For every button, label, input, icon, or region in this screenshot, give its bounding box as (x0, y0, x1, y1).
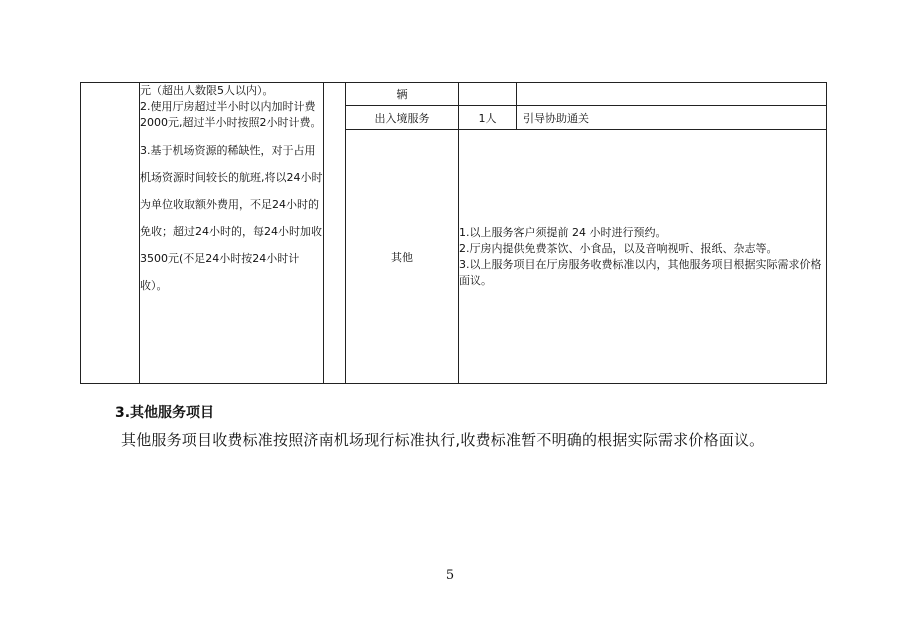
other-service-cell: 其他 (346, 130, 459, 384)
other-note-2: 2.厅房内提供免费茶饮、小食品，以及音响视听、报纸、杂志等。 (459, 241, 778, 255)
immigration-service-cell: 出入境服务 (346, 106, 459, 130)
other-note-3: 3.以上服务项目在厅房服务收费标准以内，其他服务项目根据实际需求价格面议。 (459, 257, 822, 287)
section-heading: 3.其他服务项目 (115, 405, 215, 421)
page-number: 5 (445, 568, 455, 583)
vehicle-quantity-cell (459, 83, 517, 106)
fee-text-line1: 元（超出人数限5人以内）。 (140, 84, 274, 97)
fee-description-cell (140, 83, 324, 384)
vehicle-content-cell (517, 83, 827, 106)
vehicle-unit-cell: 辆 (346, 83, 459, 106)
section-paragraph: 其他服务项目收费标准按照济南机场现行标准执行,收费标准暂不明确的根据实际需求价格面议。 (121, 431, 765, 449)
other-notes-cell (459, 130, 827, 384)
fee-text-line2: 2.使用厅房超过半小时以内加时计费2000元,超过半小时按照2小时计费。 (140, 100, 322, 129)
immigration-quantity-cell: 1人 (459, 106, 517, 130)
other-note-1: 1.以上服务客户须提前 24 小时进行预约。 (459, 225, 667, 239)
category-cell (81, 83, 140, 384)
immigration-content-cell: 引导协助通关 (517, 106, 827, 130)
spacer-cell (324, 83, 346, 384)
fee-table (80, 82, 827, 384)
fee-text-line3: 3.基于机场资源的稀缺性，对于占用机场资源时间较长的航班,将以24小时为单位收取额外费用，不足24小时的免收；超过24小时的，每24小时加收3500元(不足24小时按24小时计收）。 (140, 144, 323, 292)
